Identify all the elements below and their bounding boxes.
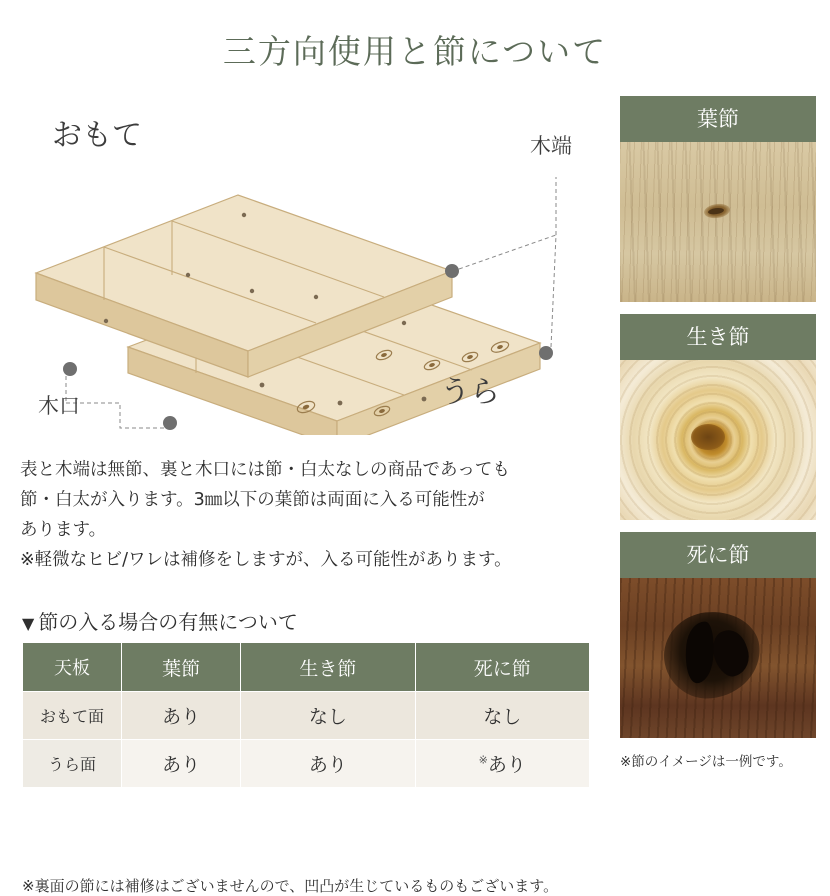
description-line-2: 節・白太が入ります。3㎜以下の葉節は両面に入る可能性が (20, 490, 485, 511)
table-row (23, 692, 590, 740)
description-line-3: あります。 (20, 520, 107, 541)
table-header-row (23, 643, 590, 692)
cell-omote-hafushi: あり (122, 692, 241, 740)
label-omote: おもて (52, 118, 142, 153)
photo-note: ※節のイメージは一例です。 (620, 754, 792, 770)
page-title: 三方向使用と節について (222, 32, 608, 71)
photo-card-ikifushi (620, 314, 816, 520)
table-header-shinifushi: 死に節 (415, 643, 589, 692)
cell-ura-shinifushi (415, 740, 589, 788)
dead-knot-mark-icon (660, 607, 764, 703)
photo-image-hafushi (620, 142, 816, 302)
description-line-4: ※軽微なヒビ/ワレは補修をしますが、入る可能性があります。 (20, 550, 512, 571)
table-heading (22, 606, 298, 635)
row-label-omote: おもて面 (23, 692, 122, 740)
table-row (23, 740, 590, 788)
label-ura: うら (440, 375, 500, 410)
photo-caption-shinifushi: 死に節 (620, 532, 816, 578)
table-footnote: ※裏面の節には補修はございませんので、凹凸が生じているものもございます。 (22, 877, 559, 895)
photo-image-shinifushi (620, 578, 816, 738)
left-column (0, 85, 610, 895)
table-header-hafushi: 葉節 (122, 643, 241, 692)
label-kobata: 木端 (530, 134, 572, 158)
cell-ura-shinifushi-text: あり (487, 754, 526, 776)
cell-ura-ikifushi: あり (241, 740, 415, 788)
description-line-1: 表と木端は無節、裏と木口には節・白太なしの商品であっても (20, 460, 510, 480)
table-heading-text: 節の入る場合の有無について (38, 610, 298, 634)
photo-caption-ikifushi: 生き節 (620, 314, 816, 360)
leaf-knot-mark-icon (703, 202, 731, 219)
description-paragraph (20, 455, 600, 575)
table-header-ikifushi: 生き節 (241, 643, 415, 692)
photo-card-shinifushi (620, 532, 816, 738)
table-header-tenban: 天板 (23, 643, 122, 692)
board-diagram (0, 85, 610, 435)
knot-table (22, 642, 590, 788)
photo-card-hafushi (620, 96, 816, 302)
photo-caption-hafushi: 葉節 (620, 96, 816, 142)
row-label-ura: うら面 (23, 740, 122, 788)
photo-image-ikifushi (620, 360, 816, 520)
cell-omote-shinifushi: なし (415, 692, 589, 740)
label-koguchi: 木口 (38, 394, 80, 418)
cell-ura-shinifushi-mark: ※ (478, 753, 488, 767)
cell-ura-hafushi: あり (122, 740, 241, 788)
photo-column (620, 96, 816, 770)
triangle-marker-icon: ▼ (22, 614, 35, 633)
cell-omote-ikifushi: なし (241, 692, 415, 740)
